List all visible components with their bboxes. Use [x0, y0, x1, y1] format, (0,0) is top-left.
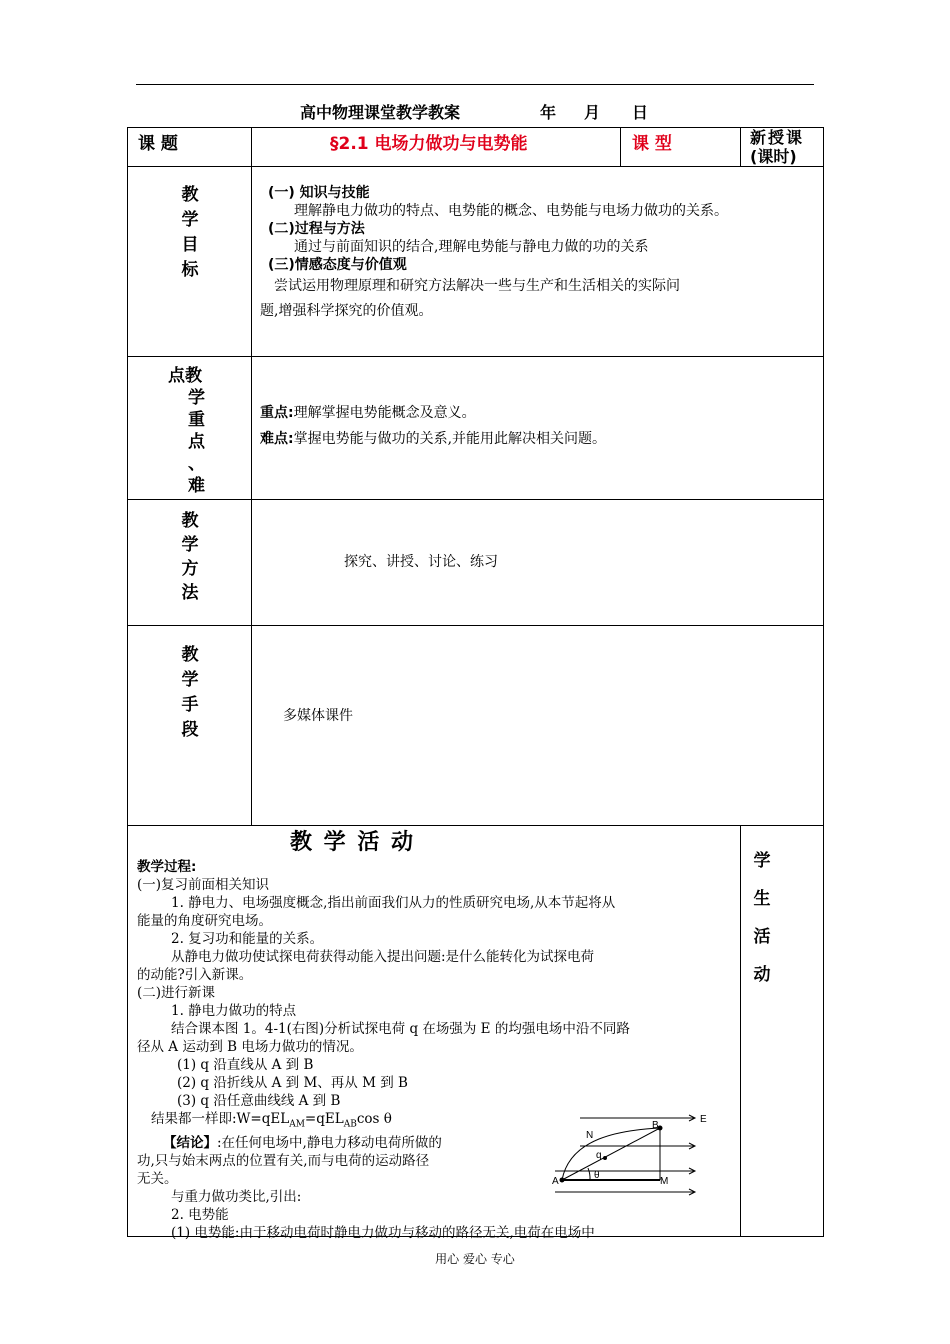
activity-heading: 教 学 活 动 [290, 829, 415, 855]
page-title [0, 100, 950, 122]
doc-title: 高中物理课堂教学教案 [300, 103, 461, 122]
conclusion-line2: 功,只与始末两点的位置有关,而与电荷的运动路径 [137, 1152, 430, 1169]
line-13: (3) q 沿任意曲线线 A 到 B [177, 1093, 341, 1109]
line-5: 从静电力做功使试探电荷获得动能入提出问题:是什么能转化为试探电荷 [171, 949, 595, 965]
keypoints-content [260, 400, 606, 452]
process-label: 教学过程: [137, 859, 197, 875]
line-8: 1. 静电力做功的特点 [171, 1003, 297, 1019]
line-3: 能量的角度研究电场。 [137, 913, 272, 929]
top-rule [136, 84, 814, 85]
theta-arc [588, 1168, 590, 1180]
footer: 用心 爱心 专心 [435, 1252, 515, 1266]
goal-text-1: 理解静电力做功的特点、电势能的概念、电势能与电场力做功的关系。 [294, 203, 728, 219]
label-e: E [700, 1114, 707, 1125]
electric-field-figure [550, 1108, 715, 1203]
line-7: (二)进行新课 [137, 985, 216, 1001]
label-n: N [586, 1130, 594, 1141]
label-a: A [552, 1176, 559, 1187]
label-theta: θ [594, 1170, 600, 1181]
student-activity-label: 学 生 活 动 [753, 851, 771, 985]
topic-label: 课 题 [138, 134, 178, 154]
conclusion: 【结论】:在任何电场中,静电力移动电荷所做的 [163, 1134, 442, 1151]
line-2: 1. 静电力、电场强度概念,指出前面我们从力的性质研究电场,从本节起将从 [171, 895, 616, 911]
charge-q [603, 1156, 607, 1160]
line-12: (2) q 沿折线从 A 到 M、再从 M 到 B [177, 1075, 408, 1091]
goal-heading-1: (一) 知识与技能 [268, 185, 370, 201]
goal-heading-2: (二)过程与方法 [268, 221, 365, 237]
point-a [560, 1178, 565, 1183]
line-11: (1) q 沿直线从 A 到 B [177, 1057, 314, 1073]
type-label: 课 型 [632, 134, 672, 154]
goal-text-3: 尝试运用物理原理和研究方法解决一些与生产和生活相关的实际问 题,增强科学探究的价值观。 [260, 278, 680, 319]
goal-heading-3: (三)情感态度与价值观 [268, 257, 407, 273]
goals-content [268, 184, 818, 274]
type-value-line1: 新授课 [750, 128, 805, 147]
goal-text-2: 通过与前面知识的结合,理解电势能与静电力做的功的关系 [294, 239, 649, 255]
key-point: 重点:理解掌握电势能概念及意义。 [260, 405, 476, 421]
hard-point: 难点:掌握电势能与做功的关系,并能用此解决相关问题。 [260, 431, 607, 447]
line-6: 的动能?引入新课。 [137, 967, 253, 983]
type-value [750, 128, 804, 166]
label-b: B [652, 1120, 659, 1131]
section-2: 2. 电势能 [171, 1206, 229, 1223]
analogy: 与重力做功类比,引出: [171, 1188, 302, 1205]
result-formula: 结果都一样即:W=qEL$_{AM}$=qEL$_{AB}$cos θ [151, 1111, 392, 1130]
means-text: 多媒体课件 [283, 708, 353, 724]
means-label: 教 学 手 段 [181, 645, 199, 740]
label-q: q [596, 1150, 602, 1161]
keypoints-label: 点教 学 重 点 、 难 [168, 366, 205, 496]
straight-path [562, 1128, 660, 1180]
last-line: (1) 电势能:由于移动电荷时静电力做功与移动的路径无关,电荷在电场中 [171, 1224, 595, 1241]
conclusion-line3: 无关。 [137, 1170, 178, 1187]
date-month: 月 [584, 103, 601, 122]
label-m: M [660, 1176, 669, 1187]
line-1: (一)复习前面相关知识 [137, 877, 270, 893]
goals-label: 教 学 目 标 [181, 185, 199, 280]
date-year: 年 [540, 103, 557, 122]
topic-title: §2.1 电场力做功与电势能 [330, 134, 528, 154]
method-label: 教 学 方 法 [181, 511, 199, 603]
date-day: 日 [632, 103, 649, 122]
method-text: 探究、讲授、讨论、练习 [344, 554, 498, 570]
type-value-line2: (课时) [750, 147, 797, 166]
line-4: 2. 复习功和能量的关系。 [171, 931, 324, 947]
line-9: 结合课本图 1。4-1(右图)分析试探电荷 q 在场强为 E 的均强电场中沿不同路 [171, 1021, 630, 1037]
line-10: 径从 A 运动到 B 电场力做功的情况。 [137, 1039, 363, 1055]
